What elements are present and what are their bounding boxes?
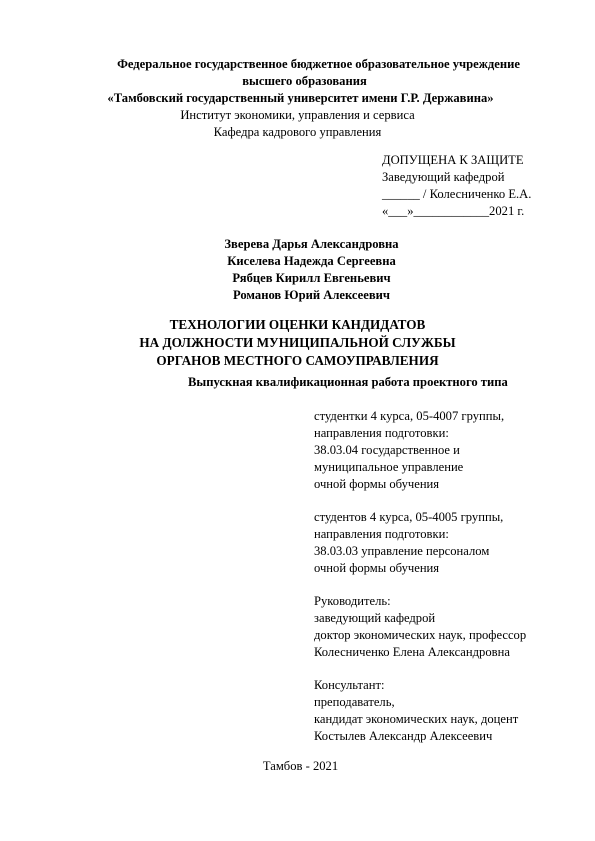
title-line-2: НА ДОЛЖНОСТИ МУНИЦИПАЛЬНОЙ СЛУЖБЫ: [139, 335, 456, 350]
info-line: направления подготовки:: [314, 527, 449, 541]
header-line-4: Институт экономики, управления и сервиса: [180, 108, 415, 122]
info-line: направления подготовки:: [314, 426, 449, 440]
institution-header: [0, 56, 595, 141]
info-line: Костылев Александр Алексеевич: [314, 729, 493, 743]
approval-position: Заведующий кафедрой: [382, 170, 505, 184]
info-line: очной формы обучения: [314, 477, 440, 491]
title-line-1: ТЕХНОЛОГИИ ОЦЕНКИ КАНДИДАТОВ: [169, 317, 426, 332]
consultant-block: [314, 677, 526, 745]
info-line: студентки 4 курса, 05-4007 группы,: [314, 409, 505, 423]
header-line-2: высшего образования: [242, 74, 367, 88]
info-line: очной формы обучения: [314, 561, 440, 575]
info-line: кандидат экономических наук, доцент: [314, 712, 519, 726]
approval-title: ДОПУЩЕНА К ЗАЩИТЕ: [382, 153, 524, 167]
info-line: Колесниченко Елена Александровна: [314, 645, 510, 659]
info-line: заведующий кафедрой: [314, 611, 436, 625]
approval-block: [382, 152, 531, 220]
thesis-title: [0, 316, 595, 370]
info-line: 38.03.04 государственное и: [314, 443, 460, 457]
info-line: преподаватель,: [314, 695, 395, 709]
author-name: Зверева Дарья Александровна: [224, 237, 399, 251]
students-group-1: [314, 408, 526, 493]
supervisor-block: [314, 593, 526, 661]
work-type: Выпускная квалификационная работа проектного типа: [188, 375, 508, 389]
info-line: Консультант:: [314, 678, 385, 692]
author-name: Киселева Надежда Сергеевна: [227, 254, 396, 268]
approval-signature: ______ / Колесниченко Е.А.: [382, 187, 532, 201]
approval-date: «___»____________2021 г.: [382, 204, 525, 218]
header-line-1: Федеральное государственное бюджетное образовательное учреждение: [117, 57, 520, 71]
city-year: Тамбов - 2021: [262, 759, 339, 773]
info-line: 38.03.03 управление персоналом: [314, 544, 490, 558]
info-line: студентов 4 курса, 05-4005 группы,: [314, 510, 504, 524]
students-group-2: [314, 509, 526, 577]
author-name: Романов Юрий Алексеевич: [232, 288, 391, 302]
header-line-3: «Тамбовский государственный университет имени Г.Р. Державина»: [107, 91, 494, 105]
header-line-5: Кафедра кадрового управления: [213, 125, 382, 139]
author-name: Рябцев Кирилл Евгеньевич: [232, 271, 391, 285]
title-line-3: ОРГАНОВ МЕСТНОГО САМОУПРАВЛЕНИЯ: [156, 353, 439, 368]
info-line: доктор экономических наук, профессор: [314, 628, 527, 642]
info-line: Руководитель:: [314, 594, 391, 608]
info-section: [314, 408, 526, 761]
authors-list: [0, 236, 595, 304]
info-line: муниципальное управление: [314, 460, 464, 474]
